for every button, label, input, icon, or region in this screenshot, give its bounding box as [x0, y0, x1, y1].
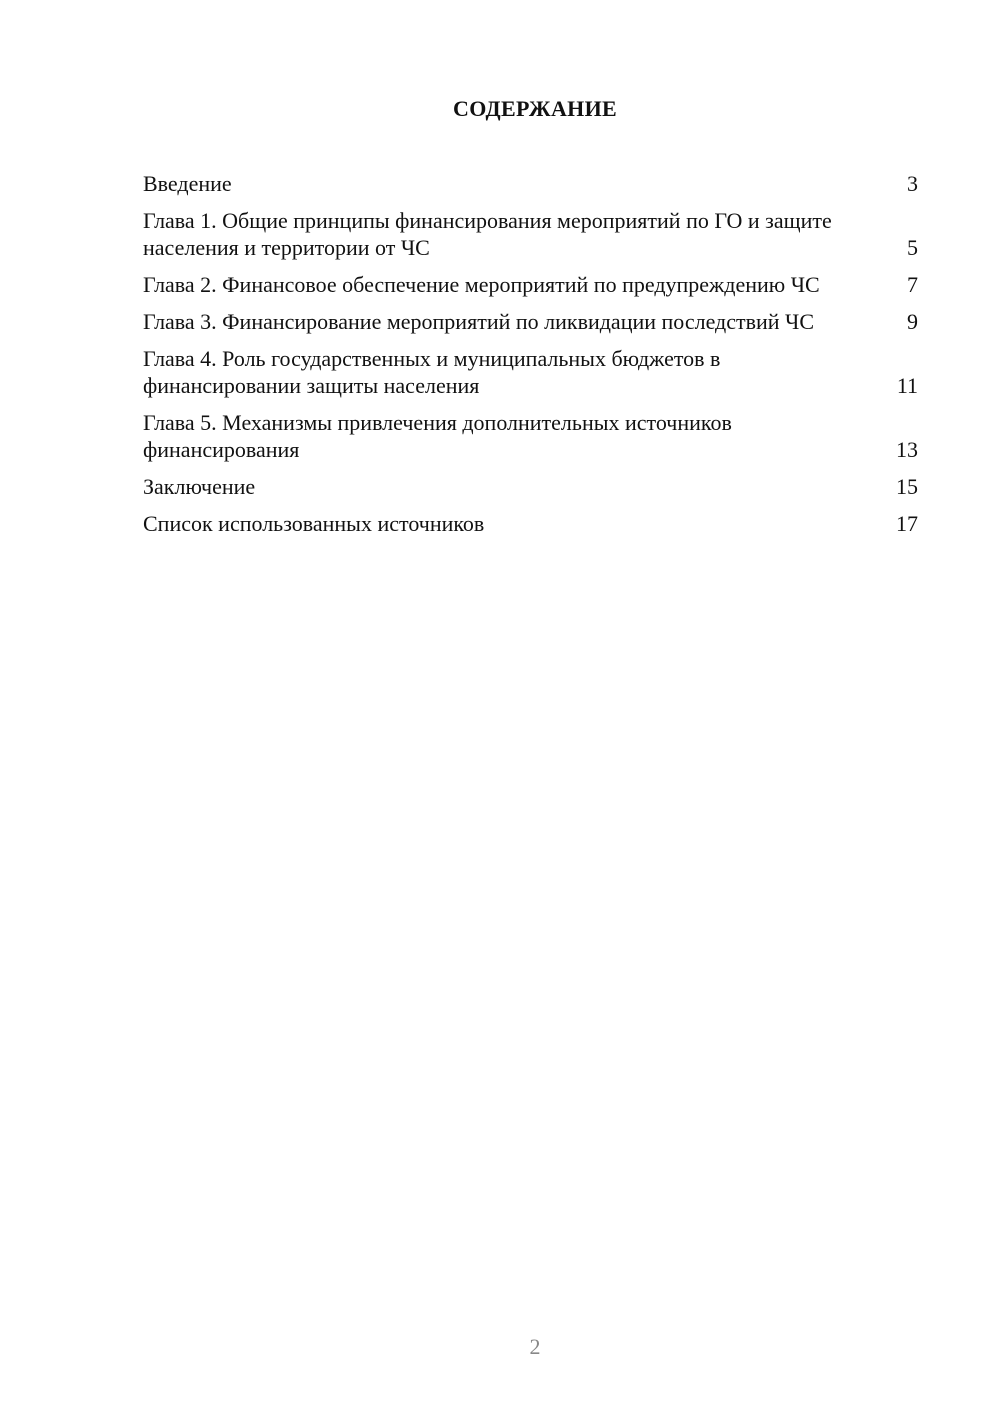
toc-entry-page: 5	[907, 235, 918, 260]
toc-entry-references[interactable]	[143, 510, 918, 537]
toc-entry-chapter-3[interactable]	[143, 308, 918, 335]
toc-entry-title: Глава 2. Финансовое обеспечение мероприятий по предупреждению ЧС	[143, 272, 820, 297]
toc-entry-page: 7	[907, 272, 918, 297]
toc-entry-title: Глава 1. Общие принципы финансирования мероприятий по ГО и защите населения и территории от ЧС	[143, 208, 832, 260]
toc-entry-title: Глава 3. Финансирование мероприятий по ликвидации последствий ЧС	[143, 309, 815, 334]
toc-entry-chapter-5[interactable]	[143, 409, 918, 463]
toc-entry-introduction[interactable]	[143, 170, 918, 197]
toc-entry-title: Глава 5. Механизмы привлечения дополнительных источников финансирования	[143, 410, 732, 462]
page-number: 2	[529, 1334, 541, 1359]
document-title: СОДЕРЖАНИЕ	[453, 96, 617, 121]
toc-entry-title: Заключение	[143, 474, 256, 499]
toc-entry-title: Список использованных источников	[143, 511, 485, 536]
toc-entry-chapter-4[interactable]	[143, 345, 918, 399]
toc-entry-title: Введение	[143, 171, 232, 196]
toc-entry-conclusion[interactable]	[143, 473, 918, 500]
toc-entry-page: 13	[896, 437, 918, 462]
toc-entry-title: Глава 4. Роль государственных и муниципальных бюджетов в финансировании защиты населения	[143, 346, 721, 398]
toc-entry-page: 15	[896, 474, 918, 499]
toc-entry-page: 9	[907, 309, 918, 334]
toc-entry-page: 11	[896, 373, 918, 398]
toc-entry-chapter-2[interactable]	[143, 271, 918, 298]
toc-entry-page: 3	[907, 171, 918, 196]
table-of-contents	[143, 170, 918, 547]
toc-entry-page: 17	[896, 511, 918, 536]
toc-entry-chapter-1[interactable]	[143, 207, 918, 261]
